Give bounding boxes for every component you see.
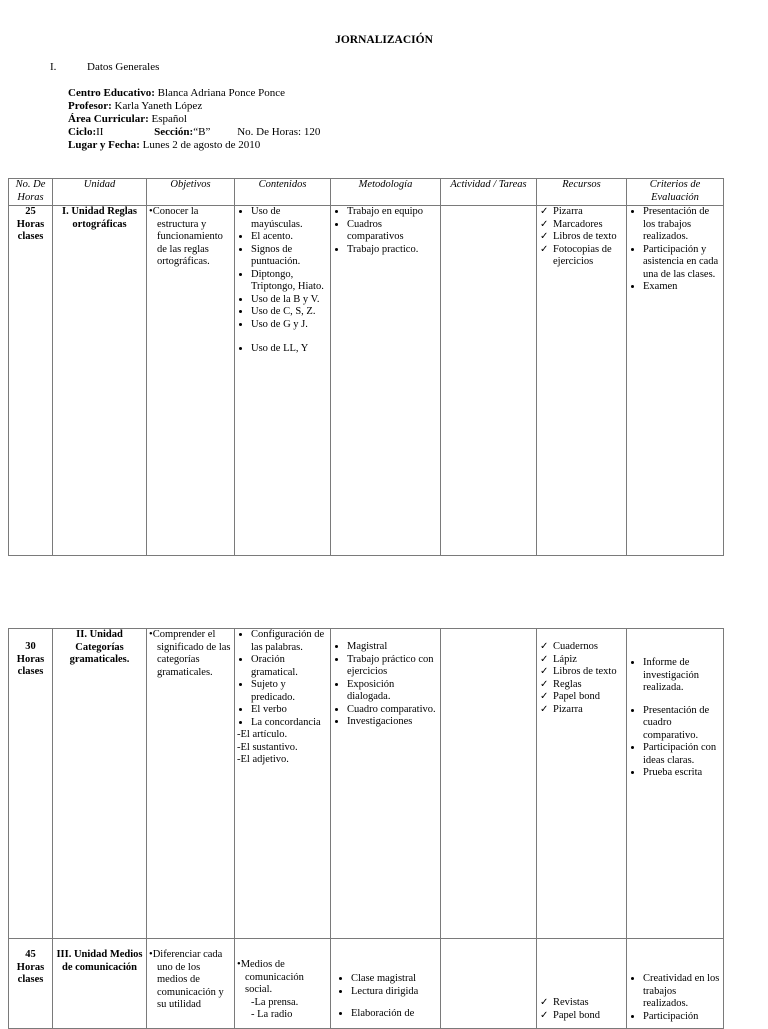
info-ciclo (68, 126, 320, 139)
table-row (9, 939, 724, 1029)
list-item: • Diptongo, Triptongo, Hiato. (251, 269, 328, 294)
cell-contents (235, 629, 331, 939)
table-row (9, 206, 724, 556)
cell-resources (537, 939, 627, 1029)
list-item: • La concordancia (251, 717, 328, 730)
list-item: • Participación (643, 1011, 721, 1024)
objective-text (149, 949, 232, 1012)
info-value: Lunes 2 de agosto de 2010 (139, 139, 261, 151)
info-label: Profesor: (68, 100, 112, 112)
info-hours: No. De Horas: 120 (237, 126, 321, 138)
cell-resources (537, 206, 627, 556)
info-area (68, 113, 320, 126)
info-lugar (68, 139, 320, 152)
header-unit: Unidad (53, 179, 147, 206)
list-item: • Uso de G y J. (251, 319, 328, 332)
list-item: • Signos de puntuación. (251, 244, 328, 269)
list-item: -El adjetivo. (237, 754, 289, 765)
info-profesor (68, 100, 320, 113)
list-item: -El sustantivo. (237, 741, 298, 753)
cell-methodology (331, 206, 441, 556)
cell-activity (441, 939, 537, 1029)
info-value: II (96, 126, 104, 138)
list-item: -La prensa. (251, 996, 299, 1008)
unit-text: III. Unidad Medios de comunicación (56, 949, 143, 973)
cell-unit: I. Unidad Reglas ortográficas (53, 206, 147, 556)
header-criteria: Criterios de Evaluación (627, 179, 724, 206)
list-item: • Cuadro comparativo. (347, 704, 438, 717)
plan-table-2 (8, 628, 724, 1029)
section-label: Datos Generales (87, 61, 160, 73)
cell-resources (537, 629, 627, 939)
list-item: • Trabajo en equipo (347, 206, 438, 219)
list-item: • Uso de C, S, Z. (251, 306, 328, 319)
list-item: • Presentación de cuadro comparativo. (643, 705, 721, 743)
general-info (68, 87, 320, 152)
list-item: ✓ Papel bond (553, 1010, 624, 1023)
list-item: • Trabajo práctico con ejercicios (347, 654, 438, 679)
section-number: I. (50, 61, 57, 73)
list-item: • Oración gramatical. (251, 654, 328, 679)
info-label: Ciclo: (68, 126, 97, 138)
info-value: “B” (193, 126, 211, 138)
cell-methodology (331, 939, 441, 1029)
spacer (539, 629, 624, 641)
list-item: • Uso de mayúsculas. (251, 206, 328, 231)
cell-activity (441, 206, 537, 556)
cell-criteria (627, 629, 724, 939)
cell-hours (9, 939, 53, 1029)
spacer (333, 629, 438, 641)
objective-value: Comprender el significado de las categorías gramaticales. (152, 629, 231, 678)
list-item: ✓ Pizarra (553, 704, 624, 717)
list-item: • Sujeto y predicado. (251, 679, 328, 704)
cell-unit: II. Unidad Categorías gramaticales. (53, 629, 147, 939)
cell-hours (9, 629, 53, 939)
plan-table-1 (8, 178, 724, 556)
list-item: • Prueba escrita (643, 767, 721, 780)
hours-text: 30 Horas clases (16, 641, 45, 677)
list-item: • Creatividad en los trabajos realizados. (643, 973, 721, 1011)
cell-methodology (331, 629, 441, 939)
list-item: • Trabajo practico. (347, 244, 438, 257)
list-item: - La radio (251, 1009, 293, 1020)
list-item (237, 959, 328, 997)
header-objectives: Objetivos (147, 179, 235, 206)
cell-unit (53, 939, 147, 1029)
header-resources: Recursos (537, 179, 627, 206)
spacer (629, 629, 721, 657)
cell-objective (147, 206, 235, 556)
objective-text (149, 206, 232, 269)
info-label: Área Curricular: (68, 113, 149, 125)
header-hours: No. De Horas (9, 179, 53, 206)
hours-text: 45 Horas clases (16, 949, 45, 985)
table-header-row (9, 179, 724, 206)
list-item: • Cuadros comparativos (347, 219, 438, 244)
list-item: • Participación con ideas claras. (643, 742, 721, 767)
objective-value: Diferenciar cada uno de los medios de comunicación y su utilidad (152, 949, 224, 1010)
list-value: Medios de comunicación social. (240, 959, 304, 995)
list-item: • Configuración de las palabras. (251, 629, 328, 654)
info-value: Español (148, 113, 187, 125)
list-item: ✓ Fotocopias de ejercicios (553, 244, 624, 269)
list-item: ✓ Libros de texto (553, 231, 624, 244)
cell-activity (441, 629, 537, 939)
cell-hours: 25 Horas clases (9, 206, 53, 556)
section-heading (50, 61, 159, 73)
cell-criteria (627, 206, 724, 556)
list-item: ✓ Marcadores (553, 219, 624, 232)
cell-contents (235, 206, 331, 556)
list-item: • Participación y asistencia en cada una de las clases. (643, 244, 721, 282)
list-item: • Exposición dialogada. (347, 679, 438, 704)
list-item: ✓ Cuadernos (553, 641, 624, 654)
list-item: • Uso de la B y V. (251, 294, 328, 307)
list-item: ✓ Revistas (553, 997, 624, 1010)
info-label: Sección: (154, 126, 194, 138)
table-row (9, 629, 724, 939)
info-value: Karla Yaneth López (111, 100, 203, 112)
objective-text (149, 629, 232, 679)
info-value: Blanca Adriana Ponce Ponce (154, 87, 286, 99)
document-title: JORNALIZACIÓN (335, 34, 433, 46)
list-item: • El verbo (251, 704, 328, 717)
header-methodology: Metodología (331, 179, 441, 206)
info-centro (68, 87, 320, 100)
list-item: • Magistral (347, 641, 438, 654)
list-item: • Informe de investigación realizada. (643, 657, 721, 695)
list-item: ✓ Pizarra (553, 206, 624, 219)
header-contents: Contenidos (235, 179, 331, 206)
list-item: • Lectura dirigida (351, 986, 438, 999)
contents-list (237, 959, 328, 1022)
list-item: • Presentación de los trabajos realizados. (643, 206, 721, 244)
list-item: • Examen (643, 281, 721, 294)
cell-contents (235, 939, 331, 1029)
list-item: • Investigaciones (347, 716, 438, 729)
list-item: -El artículo. (237, 729, 288, 740)
list-item: • Elaboración de (351, 1008, 438, 1021)
info-label: Lugar y Fecha: (68, 139, 140, 151)
cell-criteria (627, 939, 724, 1029)
cell-objective (147, 939, 235, 1029)
list-item: • Uso de LL, Y (251, 343, 328, 356)
header-activity: Actividad / Tareas (441, 179, 537, 206)
list-item: ✓ Lápiz (553, 654, 624, 667)
list-item: ✓ Reglas (553, 679, 624, 692)
list-item: • Clase magistral (351, 973, 438, 986)
objective-value: Conocer la estructura y funcionamiento de las reglas ortográficas. (152, 206, 223, 267)
info-label: Centro Educativo: (68, 87, 155, 99)
cell-objective (147, 629, 235, 939)
list-item: ✓ Papel bond (553, 691, 624, 704)
list-item: ✓ Libros de texto (553, 666, 624, 679)
list-item: • El acento. (251, 231, 328, 244)
